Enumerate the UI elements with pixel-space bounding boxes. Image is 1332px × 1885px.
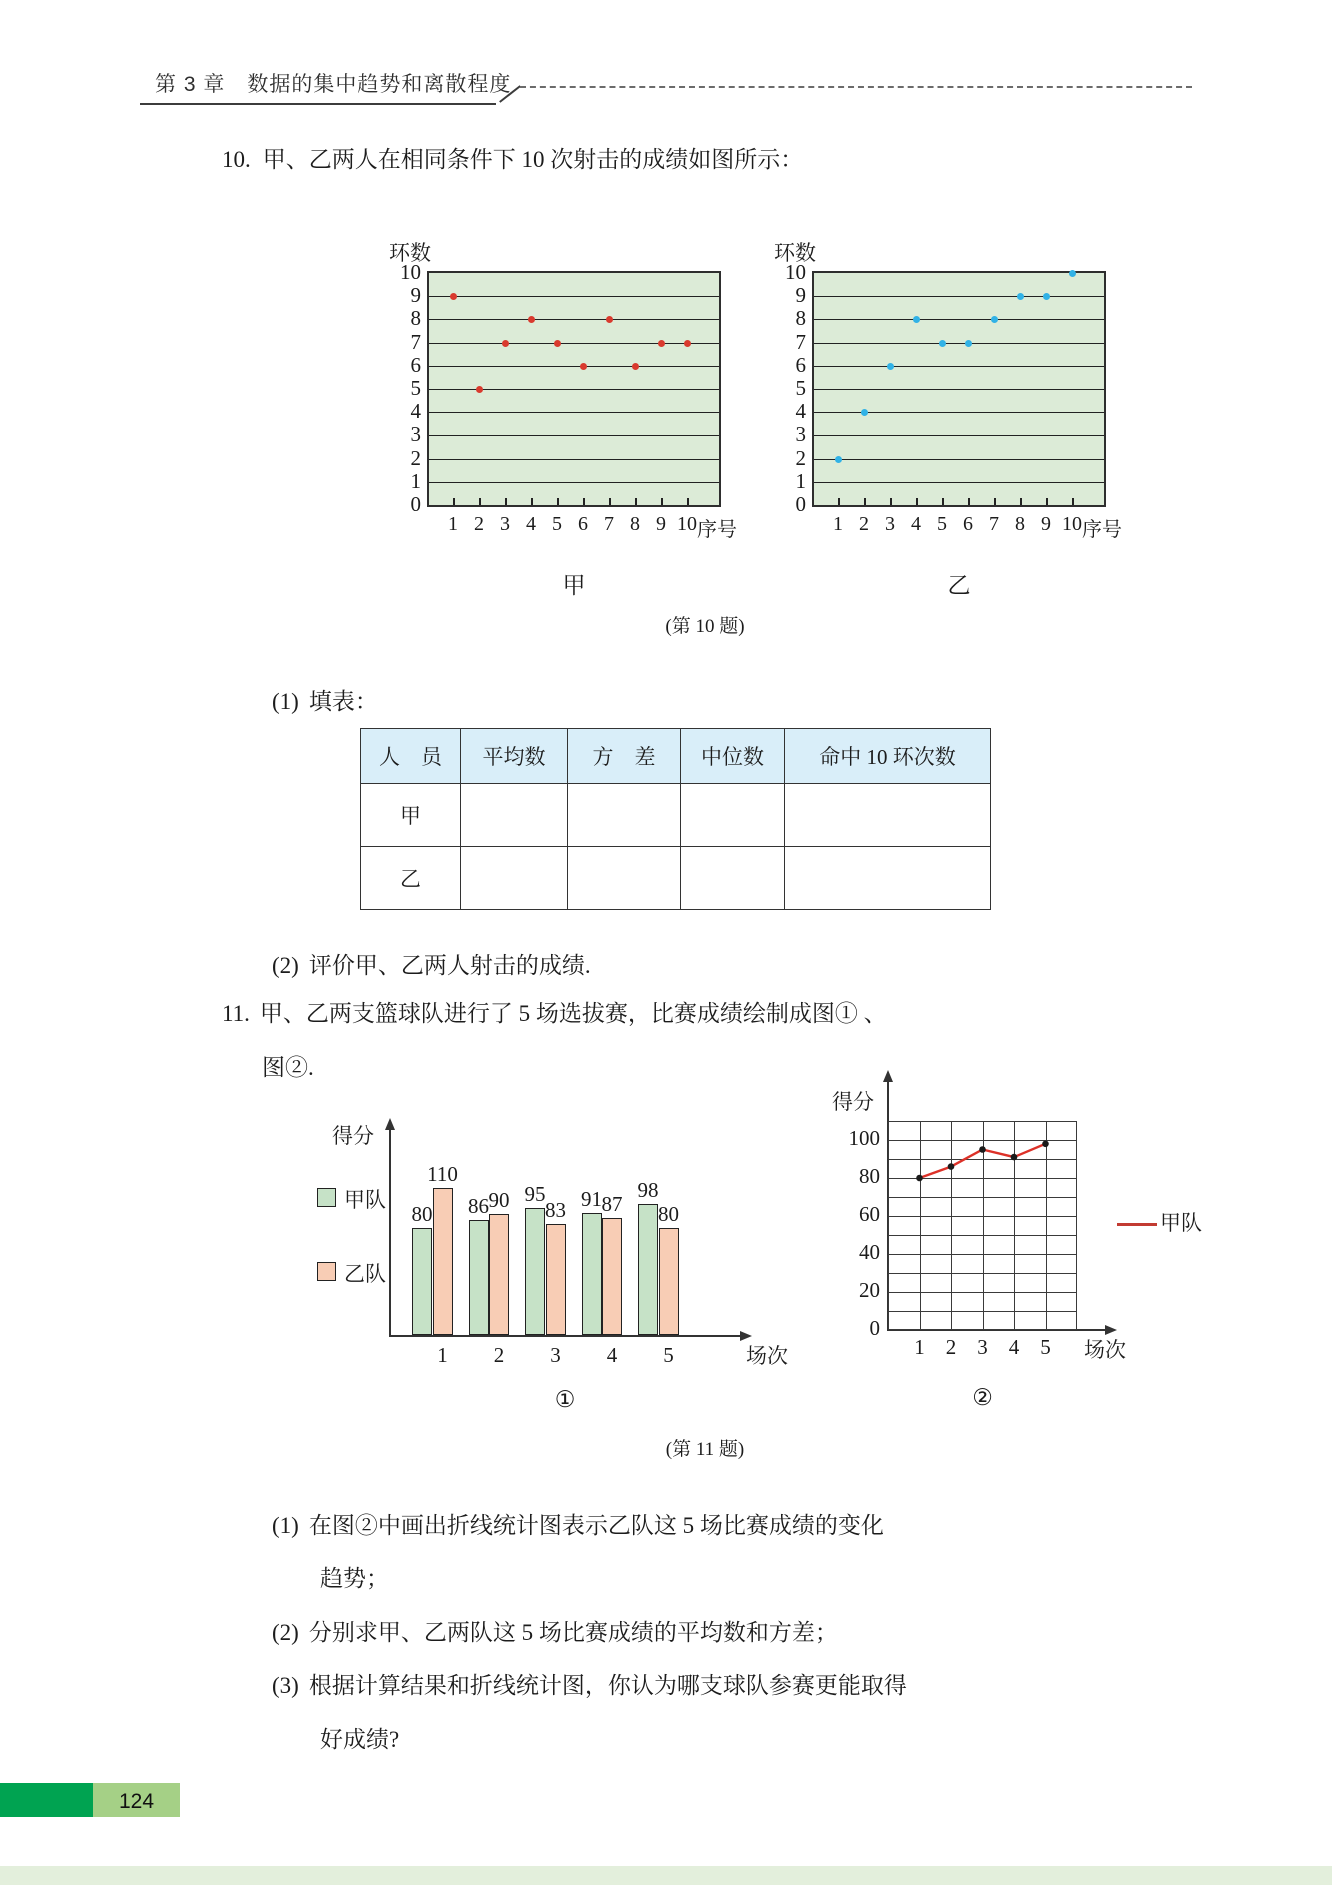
y-axis-title: 环数 xyxy=(389,241,431,265)
part-label: (1) xyxy=(272,689,299,714)
problem-11-statement: 甲、乙两支篮球队进行了 5 场选拔赛，比赛成绩绘制成图① 、 xyxy=(259,1001,887,1026)
y-tick-label: 5 xyxy=(410,376,421,400)
x-tick-mark xyxy=(531,498,533,505)
y-tick-label: 3 xyxy=(795,422,806,447)
y-tick-label: 8 xyxy=(795,306,806,331)
x-tick-label: 1 xyxy=(833,513,843,535)
problem-11-part3-line1 xyxy=(272,1672,907,1701)
x-tick-label: 5 xyxy=(552,513,562,535)
y-axis-arrow-icon xyxy=(883,1070,893,1082)
y-tick-label: 6 xyxy=(795,352,806,377)
x-axis-arrow-icon xyxy=(1105,1325,1117,1335)
x-tick-label: 7 xyxy=(604,513,614,535)
gridline xyxy=(814,366,1104,367)
x-tick-label: 1 xyxy=(914,1335,925,1359)
x-tick-mark xyxy=(1046,498,1048,505)
footer-green-block xyxy=(0,1783,93,1817)
x-tick-label: 6 xyxy=(578,513,588,535)
y-tick-label: 6 xyxy=(410,352,421,377)
table-cell-empty xyxy=(461,847,568,910)
x-axis-arrow-icon xyxy=(740,1331,752,1341)
y-tick-label: 20 xyxy=(859,1278,880,1302)
data-point xyxy=(835,456,842,463)
x-tick-mark xyxy=(994,498,996,505)
data-point xyxy=(684,340,691,347)
y-tick-label: 1 xyxy=(410,468,421,493)
data-point xyxy=(991,316,998,323)
gridline xyxy=(814,435,1104,436)
x-tick-label: 2 xyxy=(859,513,869,535)
bar-value-label: 86 xyxy=(468,1193,489,1218)
table-cell-empty xyxy=(681,784,785,847)
data-point xyxy=(948,1163,955,1170)
x-tick-label: 7 xyxy=(989,513,999,535)
data-point xyxy=(916,1175,923,1182)
data-point xyxy=(887,363,894,370)
y-tick-label: 100 xyxy=(848,1126,880,1150)
y-axis-arrow-icon xyxy=(385,1118,395,1130)
y-tick-label: 10 xyxy=(400,260,421,284)
gridline xyxy=(429,296,719,297)
x-tick-mark xyxy=(916,498,918,505)
x-tick-mark xyxy=(453,498,455,505)
problem-10-statement-line xyxy=(222,146,803,175)
x-tick-label: 4 xyxy=(1008,1335,1020,1359)
bar-jia xyxy=(582,1213,602,1335)
y-tick-label: 80 xyxy=(859,1164,880,1188)
part-text: 评价甲、乙两人射击的成绩. xyxy=(308,953,591,978)
x-axis-line xyxy=(389,1335,741,1337)
gridline xyxy=(429,459,719,460)
data-point xyxy=(965,340,972,347)
x-tick-label: 1 xyxy=(437,1343,448,1367)
x-tick-mark xyxy=(968,498,970,505)
bar-jia xyxy=(469,1220,489,1335)
y-tick-label: 9 xyxy=(795,283,806,308)
scatter-chart-jia xyxy=(389,241,737,598)
y-tick-label: 4 xyxy=(410,399,421,424)
bar-jia xyxy=(525,1208,545,1335)
x-tick-label: 1 xyxy=(448,513,458,535)
y-tick-label: 0 xyxy=(795,492,806,516)
x-tick-label: 9 xyxy=(1041,513,1051,535)
legend-label-yi: 乙队 xyxy=(344,1262,386,1286)
x-tick-label: 3 xyxy=(500,513,510,535)
y-tick-label: 40 xyxy=(859,1240,880,1264)
x-tick-label: 9 xyxy=(656,513,666,535)
x-tick-label: 10 xyxy=(677,513,697,535)
bar-value-label: 80 xyxy=(658,1201,679,1226)
x-tick-mark xyxy=(583,498,585,505)
x-tick-label: 4 xyxy=(606,1343,618,1367)
x-tick-mark xyxy=(890,498,892,505)
table-header-cell: 命中 10 环次数 xyxy=(785,729,991,784)
bar-value-label: 95 xyxy=(524,1181,546,1206)
part-label: (2) xyxy=(272,1620,299,1645)
x-tick-label: 5 xyxy=(1040,1335,1051,1359)
figure-11-caption: (第 11 题) xyxy=(665,1439,745,1460)
x-tick-label: 3 xyxy=(550,1343,561,1367)
legend-label-jia: 甲队 xyxy=(1160,1211,1202,1235)
table-header-cell: 中位数 xyxy=(681,729,785,784)
data-point xyxy=(502,340,509,347)
gridline xyxy=(814,412,1104,413)
gridline xyxy=(429,366,719,367)
bar-yi xyxy=(659,1228,679,1335)
gridline xyxy=(429,435,719,436)
x-axis-title: 场次 xyxy=(746,1344,788,1368)
gridline xyxy=(429,482,719,483)
gridline xyxy=(429,319,719,320)
page-number: 124 xyxy=(118,1790,155,1813)
data-point xyxy=(450,293,457,300)
data-point xyxy=(1011,1154,1018,1161)
data-point xyxy=(580,363,587,370)
table-cell-empty xyxy=(568,784,681,847)
table-cell-empty xyxy=(785,847,991,910)
y-tick-label: 5 xyxy=(795,376,806,400)
table-header-cell: 人 员 xyxy=(361,729,461,784)
x-tick-mark xyxy=(661,498,663,505)
bar-chart xyxy=(332,1124,788,1412)
data-point xyxy=(1017,293,1024,300)
table-row xyxy=(361,784,991,847)
bar-value-label: 91 xyxy=(581,1187,602,1212)
y-tick-label: 3 xyxy=(410,422,421,447)
data-point xyxy=(979,1146,986,1153)
y-tick-label: 2 xyxy=(795,445,806,470)
table-row-label: 乙 xyxy=(361,847,461,910)
y-tick-label: 0 xyxy=(410,492,421,516)
p10-table xyxy=(360,728,991,910)
chart-title: 乙 xyxy=(947,573,971,598)
x-tick-mark xyxy=(942,498,944,505)
chart-title: 甲 xyxy=(562,573,586,598)
y-tick-label: 60 xyxy=(859,1202,880,1226)
data-point xyxy=(861,409,868,416)
gridline xyxy=(814,459,1104,460)
figure-marker-2: ② xyxy=(972,1385,993,1410)
gridline xyxy=(814,389,1104,390)
x-axis-title: 序号 xyxy=(1082,519,1122,541)
x-tick-mark xyxy=(479,498,481,505)
bar-yi xyxy=(489,1214,509,1335)
y-tick-label: 7 xyxy=(410,329,421,354)
y-axis-title: 得分 xyxy=(332,1124,374,1148)
bar-yi xyxy=(602,1218,622,1335)
table-header-cell: 方 差 xyxy=(568,729,681,784)
part-label: (2) xyxy=(272,953,299,978)
data-point xyxy=(939,340,946,347)
y-axis-title: 得分 xyxy=(832,1090,874,1114)
part-text: 根据计算结果和折线统计图，你认为哪支球队参赛更能取得 xyxy=(308,1673,907,1698)
x-tick-label: 4 xyxy=(526,513,536,535)
header-underline xyxy=(140,103,496,105)
problem-11-part1-line1 xyxy=(272,1512,884,1541)
bar-value-label: 110 xyxy=(427,1161,458,1186)
legend-swatch-yi xyxy=(317,1262,336,1281)
data-point xyxy=(554,340,561,347)
table-row-label: 甲 xyxy=(361,784,461,847)
table-cell-empty xyxy=(681,847,785,910)
y-axis-title: 环数 xyxy=(774,241,816,265)
y-tick-label: 7 xyxy=(795,329,806,354)
problem-10-statement: 甲、乙两人在相同条件下 10 次射击的成绩如图所示： xyxy=(262,147,804,172)
problem-11-number: 11. xyxy=(222,1001,250,1026)
table-header-row xyxy=(361,729,991,784)
legend-swatch-jia xyxy=(317,1188,336,1207)
y-tick-label: 0 xyxy=(869,1316,880,1340)
data-point xyxy=(1043,293,1050,300)
y-tick-label: 8 xyxy=(410,306,421,331)
x-tick-label: 10 xyxy=(1062,513,1082,535)
problem-11-part2-line1 xyxy=(272,1619,838,1648)
x-tick-mark xyxy=(557,498,559,505)
x-tick-mark xyxy=(1072,498,1074,505)
x-tick-label: 6 xyxy=(963,513,973,535)
x-tick-label: 4 xyxy=(911,513,921,535)
problem-11-statement-line1 xyxy=(222,1000,887,1029)
x-tick-label: 2 xyxy=(493,1343,505,1367)
x-tick-mark xyxy=(864,498,866,505)
x-tick-label: 2 xyxy=(945,1335,957,1359)
problem-11-statement-line2: 图②. xyxy=(262,1055,314,1080)
problem-10-part2 xyxy=(272,952,591,981)
figure-10-caption: (第 10 题) xyxy=(665,616,745,637)
gridline xyxy=(429,412,719,413)
footer-page-number-block xyxy=(93,1783,180,1817)
x-tick-label: 8 xyxy=(630,513,640,535)
bar-jia xyxy=(412,1228,432,1335)
problem-11-part1-line2: 趋势； xyxy=(320,1566,389,1591)
line-series-jia xyxy=(888,1121,1077,1330)
problem-10-number: 10. xyxy=(222,147,251,172)
data-point xyxy=(476,386,483,393)
y-tick-label: 4 xyxy=(795,399,806,424)
y-tick-label: 9 xyxy=(410,283,421,308)
x-tick-label: 5 xyxy=(663,1343,674,1367)
x-axis-title: 场次 xyxy=(1084,1338,1126,1362)
y-axis-line xyxy=(389,1129,391,1337)
figure-marker-1: ① xyxy=(554,1387,576,1412)
part-label: (3) xyxy=(272,1673,299,1698)
bar-value-label: 80 xyxy=(411,1201,433,1226)
bottom-strip xyxy=(0,1866,1332,1885)
data-point xyxy=(1042,1141,1049,1148)
scatter-chart-yi xyxy=(774,241,1122,598)
x-tick-mark xyxy=(838,498,840,505)
legend-label-jia: 甲队 xyxy=(344,1188,386,1212)
bar-yi xyxy=(546,1224,566,1335)
problem-10-part1 xyxy=(272,688,378,717)
gridline xyxy=(814,343,1104,344)
data-point xyxy=(632,363,639,370)
y-tick-label: 10 xyxy=(785,260,806,284)
gridline xyxy=(814,482,1104,483)
bar-value-label: 83 xyxy=(545,1197,566,1222)
x-tick-mark xyxy=(505,498,507,505)
chapter-header: 第 3 章 数据的集中趋势和离散程度 xyxy=(155,73,512,96)
data-point xyxy=(658,340,665,347)
table-cell-empty xyxy=(568,847,681,910)
bar-value-label: 98 xyxy=(637,1177,659,1202)
x-tick-mark xyxy=(687,498,689,505)
gridline xyxy=(814,296,1104,297)
line-chart xyxy=(832,1090,1202,1410)
x-tick-label: 3 xyxy=(885,513,895,535)
bar-yi xyxy=(433,1188,453,1335)
x-tick-mark xyxy=(635,498,637,505)
part-label: (1) xyxy=(272,1513,299,1538)
data-point xyxy=(1069,270,1076,277)
x-tick-label: 2 xyxy=(474,513,484,535)
bar-value-label: 87 xyxy=(601,1192,623,1217)
data-point xyxy=(606,316,613,323)
gridline xyxy=(429,343,719,344)
gridline xyxy=(429,389,719,390)
part-text: 在图②中画出折线统计图表示乙队这 5 场比赛成绩的变化 xyxy=(308,1513,884,1538)
bar-value-label: 90 xyxy=(488,1188,510,1213)
part-text: 填表： xyxy=(308,689,378,714)
x-tick-label: 8 xyxy=(1015,513,1025,535)
problem-11-part3-line2: 好成绩? xyxy=(320,1727,400,1752)
gridline xyxy=(814,319,1104,320)
y-tick-label: 2 xyxy=(410,445,421,470)
x-axis-title: 序号 xyxy=(697,519,737,541)
header-dashed-rule xyxy=(520,86,1192,88)
table-row xyxy=(361,847,991,910)
data-point xyxy=(528,316,535,323)
x-tick-label: 5 xyxy=(937,513,947,535)
table-header-cell: 平均数 xyxy=(461,729,568,784)
x-tick-mark xyxy=(609,498,611,505)
x-tick-mark xyxy=(1020,498,1022,505)
data-point xyxy=(913,316,920,323)
part-text: 分别求甲、乙两队这 5 场比赛成绩的平均数和方差； xyxy=(308,1620,838,1645)
legend-line-icon xyxy=(1117,1223,1157,1226)
table-cell-empty xyxy=(461,784,568,847)
x-tick-label: 3 xyxy=(977,1335,988,1359)
table-cell-empty xyxy=(785,784,991,847)
y-tick-label: 1 xyxy=(795,468,806,493)
